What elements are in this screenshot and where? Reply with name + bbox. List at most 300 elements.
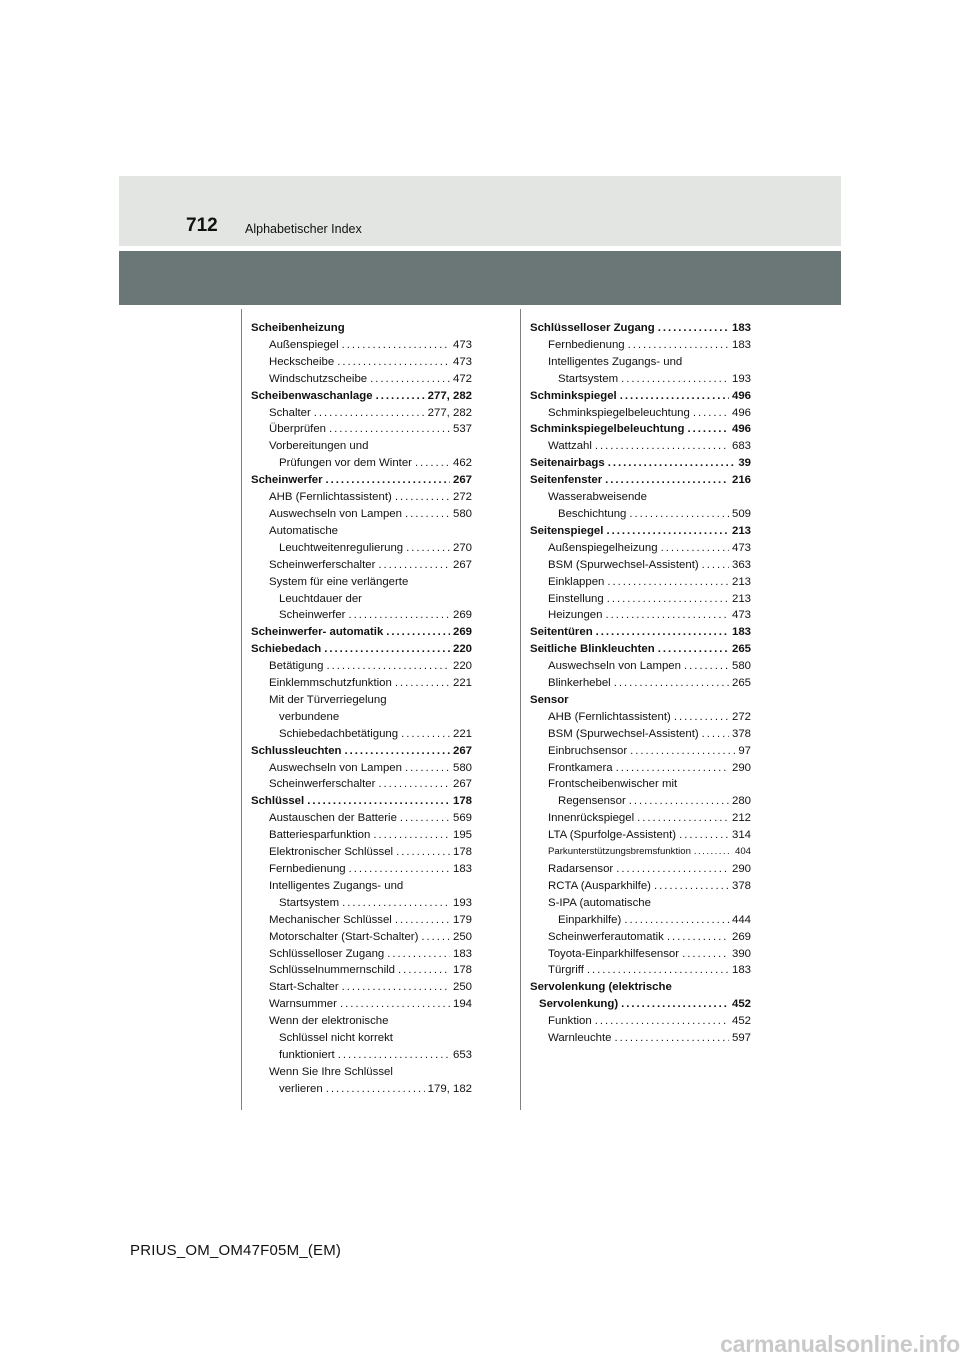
index-page-ref: 580 xyxy=(731,660,751,673)
page-number: 712 xyxy=(186,215,218,236)
index-entry-text: Schlüssel xyxy=(251,795,305,808)
index-subentry xyxy=(251,844,472,861)
index-entry-text: Schalter xyxy=(269,406,311,419)
column-divider-left xyxy=(241,309,242,1110)
index-subentry xyxy=(530,709,751,726)
index-page-ref: 473 xyxy=(731,609,751,622)
index-page-ref: 221 xyxy=(452,727,472,740)
index-page-ref: 267 xyxy=(452,474,472,487)
header-band xyxy=(119,176,841,246)
index-subentry xyxy=(251,912,472,929)
index-entry-text: Automatische xyxy=(269,524,339,537)
index-entry-text: Seitenairbags xyxy=(530,457,605,470)
index-subentry xyxy=(251,405,472,422)
index-page-ref: 272 xyxy=(731,710,751,723)
index-page-ref: 183 xyxy=(731,964,751,977)
index-page-ref: 213 xyxy=(731,524,751,537)
index-entry-text: Servolenkung (elektrische xyxy=(530,981,672,994)
dot-leader xyxy=(614,675,729,692)
index-page-ref: 221 xyxy=(452,677,472,690)
index-entry-text: Fernbedienung xyxy=(269,863,346,875)
index-entry-text: Schiebedachbetätigung xyxy=(279,727,399,740)
dot-leader xyxy=(661,540,729,557)
index-entry-text: Frontkamera xyxy=(548,761,613,774)
index-entry-text: Seitenfenster xyxy=(530,474,603,487)
index-entry-text: Auswechseln von Lampen xyxy=(269,761,402,774)
index-subentry xyxy=(530,776,751,793)
document-code: PRIUS_OM_OM47F05M_(EM) xyxy=(130,1242,342,1259)
index-column-left xyxy=(251,320,472,1098)
dot-leader xyxy=(370,371,450,388)
index-entry-text: Mit der Türverriegelung xyxy=(269,693,387,706)
dot-leader xyxy=(338,1047,450,1064)
index-page-ref: 580 xyxy=(452,507,472,520)
index-heading xyxy=(251,472,472,489)
index-entry-text: Radarsensor xyxy=(548,863,614,875)
index-page-ref: 267 xyxy=(452,744,472,757)
index-page-ref: 183 xyxy=(731,322,751,334)
index-subentry xyxy=(530,962,751,979)
index-page-ref: 473 xyxy=(452,338,472,351)
index-subentry xyxy=(251,810,472,827)
index-subentry xyxy=(251,540,472,557)
dot-leader xyxy=(637,810,729,827)
index-entry-text: Funktion xyxy=(548,1015,592,1028)
index-subentry xyxy=(251,421,472,438)
index-heading xyxy=(251,624,472,641)
index-entry-text: Heizungen xyxy=(548,609,603,622)
index-heading xyxy=(251,743,472,760)
index-entry-text: Regensensor xyxy=(558,795,626,808)
dot-leader xyxy=(326,472,450,489)
index-entry-text: funktioniert xyxy=(279,1048,335,1061)
index-entry-text: Schminkspiegelbeleuchtung xyxy=(530,423,685,436)
index-page-ref: 183 xyxy=(452,863,472,875)
index-subentry xyxy=(530,591,751,608)
dot-leader xyxy=(398,962,450,979)
index-subentry xyxy=(251,455,472,472)
index-subentry xyxy=(530,658,751,675)
index-heading xyxy=(530,421,751,438)
index-entry-text: Austauschen der Batterie xyxy=(269,812,397,825)
index-heading xyxy=(530,388,751,405)
index-entry-text: Einklappen xyxy=(548,575,605,588)
dot-leader xyxy=(326,658,450,675)
dot-leader xyxy=(628,337,729,354)
dot-leader xyxy=(349,861,450,878)
index-subentry xyxy=(251,574,472,591)
index-subentry xyxy=(251,979,472,996)
index-subentry xyxy=(251,946,472,963)
index-page-ref: 39 xyxy=(738,457,751,470)
index-subentry xyxy=(251,489,472,506)
index-heading xyxy=(530,523,751,540)
index-subentry xyxy=(251,1013,472,1030)
index-page-ref: 178 xyxy=(452,964,472,977)
index-page-ref: 452 xyxy=(731,998,751,1011)
index-subentry xyxy=(530,354,751,371)
index-entry-text: Fernbedienung xyxy=(548,338,625,351)
index-subentry xyxy=(530,1013,751,1030)
index-entry-text: Intelligentes Zugangs- und xyxy=(269,879,404,892)
dot-leader xyxy=(702,557,729,574)
dot-leader xyxy=(342,895,450,912)
index-entry-text: Schminkspiegelbeleuchtung xyxy=(548,406,690,419)
index-page-ref: 290 xyxy=(731,863,751,875)
column-divider-middle xyxy=(520,309,521,1110)
index-entry-text: Heckscheibe xyxy=(269,355,335,368)
dot-leader xyxy=(630,743,735,760)
index-entry-text: verbundene xyxy=(279,710,340,723)
dot-leader xyxy=(629,506,729,523)
index-subentry xyxy=(251,895,472,912)
index-page-ref: 267 xyxy=(452,558,472,571)
dot-leader xyxy=(658,641,729,658)
index-heading xyxy=(251,320,472,337)
index-subentry xyxy=(530,912,751,929)
index-entry-text: Wenn Sie Ihre Schlüssel xyxy=(269,1065,393,1078)
index-entry-text: Motorschalter (Start-Schalter) xyxy=(269,930,419,943)
index-subentry xyxy=(530,929,751,946)
index-page-ref: 444 xyxy=(731,913,751,926)
index-subentry xyxy=(530,506,751,523)
dot-leader xyxy=(605,607,729,624)
index-page-ref: 472 xyxy=(452,372,472,385)
dot-leader xyxy=(629,793,729,810)
index-entry-text: Beschichtung xyxy=(558,507,627,520)
dot-leader xyxy=(337,354,450,371)
index-page-ref: 216 xyxy=(731,474,751,487)
index-page-ref: 194 xyxy=(452,998,472,1011)
index-subentry xyxy=(251,1030,472,1047)
index-page-ref: 277, 282 xyxy=(427,406,472,419)
index-entry-text: Mechanischer Schlüssel xyxy=(269,913,392,926)
index-entry-text: Türgriff xyxy=(548,964,584,977)
index-subentry xyxy=(530,438,751,455)
index-entry-text: Scheibenwaschanlage xyxy=(251,389,373,402)
index-page-ref: 473 xyxy=(731,541,751,554)
index-entry-text: S-IPA (automatische xyxy=(548,896,651,909)
index-subentry xyxy=(530,878,751,895)
index-subentry xyxy=(530,726,751,743)
index-entry-text: Schlüsselloser Zugang xyxy=(269,947,385,960)
index-page-ref: 390 xyxy=(731,947,751,960)
index-page-ref: 378 xyxy=(731,879,751,892)
index-entry-text: Wattzahl xyxy=(548,440,592,453)
dot-leader xyxy=(421,929,450,946)
dot-leader xyxy=(607,574,729,591)
chapter-band xyxy=(119,251,841,305)
index-page-ref: 452 xyxy=(731,1015,751,1028)
dot-leader xyxy=(340,996,450,1013)
index-entry-text: Wenn der elektronische xyxy=(269,1015,389,1028)
index-page-ref: 569 xyxy=(452,812,472,825)
index-page-ref: 270 xyxy=(452,541,472,554)
dot-leader xyxy=(654,878,729,895)
index-subentry xyxy=(251,1047,472,1064)
dot-leader xyxy=(396,844,450,861)
index-entry-text: Batteriesparfunktion xyxy=(269,829,371,842)
index-subentry xyxy=(251,709,472,726)
index-subentry xyxy=(251,827,472,844)
index-entry-text: Warnleuchte xyxy=(548,1032,612,1045)
dot-leader xyxy=(616,760,729,777)
index-page-ref: 212 xyxy=(731,812,751,825)
index-heading xyxy=(530,320,751,337)
index-entry-text: Sensor xyxy=(530,693,569,706)
index-page-ref: 462 xyxy=(452,457,472,470)
index-page-ref: 653 xyxy=(452,1048,472,1061)
index-subentry xyxy=(530,810,751,827)
index-subentry xyxy=(530,946,751,963)
index-subentry xyxy=(530,827,751,844)
dot-leader xyxy=(694,844,732,861)
index-entry-text: AHB (Fernlichtassistent) xyxy=(548,710,671,723)
index-page-ref: 213 xyxy=(731,592,751,605)
index-heading xyxy=(530,455,751,472)
index-page-ref: 269 xyxy=(731,930,751,943)
index-subentry xyxy=(251,506,472,523)
dot-leader xyxy=(621,996,729,1013)
index-entry-text: Start-Schalter xyxy=(269,981,339,994)
index-entry-text: Seitenspiegel xyxy=(530,524,604,537)
index-subentry xyxy=(251,861,472,878)
index-page-ref: 213 xyxy=(731,575,751,588)
index-entry-text: Auswechseln von Lampen xyxy=(269,507,402,520)
index-entry-text: Außenspiegel xyxy=(269,338,339,351)
index-entry-text: BSM (Spurwechsel-Assistent) xyxy=(548,558,699,571)
index-entry-text: Scheinwerfer xyxy=(279,609,346,622)
dot-leader xyxy=(342,337,450,354)
index-subentry xyxy=(530,405,751,422)
index-subentry xyxy=(251,996,472,1013)
index-subentry xyxy=(251,658,472,675)
index-subentry xyxy=(251,1064,472,1081)
index-page-ref: 363 xyxy=(731,558,751,571)
index-column-right xyxy=(530,320,751,1047)
index-heading xyxy=(251,641,472,658)
index-page-ref: 183 xyxy=(731,626,751,639)
index-entry-text: Elektronischer Schlüssel xyxy=(269,846,394,859)
index-page-ref: 220 xyxy=(452,643,472,656)
index-page-ref: 269 xyxy=(452,626,472,639)
index-entry-text: RCTA (Ausparkhilfe) xyxy=(548,879,651,892)
dot-leader xyxy=(395,912,450,929)
index-heading xyxy=(251,793,472,810)
index-entry-text: Startsystem xyxy=(279,896,340,909)
index-heading xyxy=(251,388,472,405)
dot-leader xyxy=(587,962,729,979)
index-entry-text: Schiebedach xyxy=(251,643,322,656)
dot-leader xyxy=(608,455,736,472)
dot-leader xyxy=(693,405,729,422)
index-page-ref: 265 xyxy=(731,677,751,690)
index-entry-text: Seitliche Blinkleuchten xyxy=(530,643,655,656)
index-subentry xyxy=(530,371,751,388)
dot-leader xyxy=(373,827,450,844)
section-title: Alphabetischer Index xyxy=(245,222,362,236)
index-heading xyxy=(530,624,751,641)
dot-leader xyxy=(615,1030,729,1047)
dot-leader xyxy=(400,810,450,827)
dot-leader xyxy=(342,979,450,996)
index-entry-text: Überprüfen xyxy=(269,423,326,436)
index-subentry xyxy=(530,760,751,777)
index-entry-text: Einstellung xyxy=(548,592,604,605)
index-entry-text: LTA (Spurfolge-Assistent) xyxy=(548,829,677,842)
index-page-ref: 179, 182 xyxy=(427,1082,472,1095)
index-subentry xyxy=(251,962,472,979)
index-subentry xyxy=(251,438,472,455)
dot-leader xyxy=(405,760,450,777)
dot-leader xyxy=(415,455,450,472)
index-page-ref: 193 xyxy=(731,372,751,385)
index-subentry xyxy=(530,557,751,574)
dot-leader xyxy=(684,658,729,675)
dot-leader xyxy=(324,641,450,658)
index-heading xyxy=(530,472,751,489)
index-entry-text: Servolenkung) xyxy=(539,998,619,1011)
index-entry-text: Schlüssel nicht korrekt xyxy=(279,1032,393,1045)
index-heading xyxy=(530,692,751,709)
index-entry-text: Schlüsselloser Zugang xyxy=(530,322,655,334)
dot-leader xyxy=(406,540,450,557)
index-entry-text: System für eine verlängerte xyxy=(269,575,409,588)
index-page-ref: 269 xyxy=(452,609,472,622)
index-entry-text: Frontscheibenwischer mit xyxy=(548,778,678,791)
index-page-ref: 265 xyxy=(731,643,751,656)
dot-leader xyxy=(607,591,729,608)
index-entry-text: Einklemmschutzfunktion xyxy=(269,677,392,690)
index-page-ref: 404 xyxy=(734,846,751,858)
index-entry-text: Leuchtweitenregulierung xyxy=(279,541,404,554)
index-entry-text: Einbruchsensor xyxy=(548,744,628,757)
index-entry-text: Einparkhilfe) xyxy=(558,913,622,926)
dot-leader xyxy=(624,912,729,929)
dot-leader xyxy=(395,675,450,692)
dot-leader xyxy=(674,709,729,726)
index-page-ref: 683 xyxy=(731,440,751,453)
index-page-ref: 178 xyxy=(452,795,472,808)
index-subentry xyxy=(530,675,751,692)
index-subentry xyxy=(530,895,751,912)
index-entry-text: Warnsummer xyxy=(269,998,337,1011)
index-entry-text: Scheinwerferschalter xyxy=(269,558,376,571)
index-entry-text: Schlussleuchten xyxy=(251,744,342,757)
index-page-ref: 473 xyxy=(452,355,472,368)
index-page-ref: 580 xyxy=(452,761,472,774)
dot-leader xyxy=(595,438,729,455)
index-subentry xyxy=(530,607,751,624)
index-page-ref: 496 xyxy=(731,406,751,419)
dot-leader xyxy=(345,743,450,760)
index-page-ref: 378 xyxy=(731,727,751,740)
index-subentry xyxy=(251,776,472,793)
dot-leader xyxy=(682,946,729,963)
dot-leader xyxy=(667,929,729,946)
index-subentry xyxy=(530,574,751,591)
index-page-ref: 183 xyxy=(452,947,472,960)
dot-leader xyxy=(387,946,450,963)
dot-leader xyxy=(621,371,729,388)
index-entry-text: Intelligentes Zugangs- und xyxy=(548,355,683,368)
dot-leader xyxy=(401,726,450,743)
dot-leader xyxy=(595,1013,729,1030)
index-subentry xyxy=(251,337,472,354)
index-subentry xyxy=(530,743,751,760)
index-entry-text: Seitentüren xyxy=(530,626,593,639)
index-subentry xyxy=(530,540,751,557)
index-entry-text: Startsystem xyxy=(558,372,619,385)
index-subentry xyxy=(251,371,472,388)
index-page-ref: 509 xyxy=(731,507,751,520)
index-subentry xyxy=(530,844,751,861)
index-entry-text: Blinkerhebel xyxy=(548,677,611,690)
index-entry-text: Schminkspiegel xyxy=(530,389,617,402)
index-subentry xyxy=(251,878,472,895)
index-entry-text: Scheinwerferautomatik xyxy=(548,930,664,943)
index-page-ref: 597 xyxy=(731,1032,751,1045)
index-page-ref: 250 xyxy=(452,981,472,994)
index-subentry xyxy=(530,337,751,354)
index-page-ref: 496 xyxy=(731,389,751,402)
index-page-ref: 220 xyxy=(452,660,472,673)
index-entry-text: Betätigung xyxy=(269,660,324,673)
index-page-ref: 496 xyxy=(731,423,751,436)
index-entry-text: Prüfungen vor dem Winter xyxy=(279,457,412,470)
index-entry-text: Parkunterstützungsbremsfunktion xyxy=(548,846,691,858)
index-subentry xyxy=(251,607,472,624)
index-subentry xyxy=(251,692,472,709)
index-page-ref: 183 xyxy=(731,338,751,351)
index-subentry xyxy=(530,1030,751,1047)
dot-leader xyxy=(702,726,729,743)
index-entry-text: Windschutzscheibe xyxy=(269,372,368,385)
index-entry-text: Leuchtdauer der xyxy=(279,592,362,605)
index-entry-text: Vorbereitungen und xyxy=(269,440,369,453)
dot-leader xyxy=(596,624,729,641)
dot-leader xyxy=(314,405,425,422)
index-entry-text: BSM (Spurwechsel-Assistent) xyxy=(548,727,699,740)
index-page-ref: 267 xyxy=(452,778,472,791)
index-page-ref: 97 xyxy=(738,744,751,757)
index-page-ref: 195 xyxy=(452,829,472,842)
index-subentry xyxy=(530,861,751,878)
index-subentry xyxy=(251,726,472,743)
index-page-ref: 537 xyxy=(452,423,472,436)
dot-leader xyxy=(679,827,729,844)
index-entry-text: Schlüsselnummernschild xyxy=(269,964,395,977)
index-entry-text: Toyota-Einparkhilfesensor xyxy=(548,947,680,960)
index-page-ref: 272 xyxy=(452,491,472,504)
index-subentry xyxy=(251,760,472,777)
dot-leader xyxy=(405,506,450,523)
index-page-ref: 178 xyxy=(452,846,472,859)
dot-leader xyxy=(620,388,729,405)
index-subentry xyxy=(251,591,472,608)
dot-leader xyxy=(326,1081,425,1098)
dot-leader xyxy=(616,861,729,878)
index-entry-text: Wasserabweisende xyxy=(548,491,647,504)
index-entry-text: Auswechseln von Lampen xyxy=(548,660,681,673)
index-subentry xyxy=(251,929,472,946)
index-entry-text: Scheinwerferschalter xyxy=(269,778,376,791)
index-subentry xyxy=(530,793,751,810)
dot-leader xyxy=(687,421,729,438)
index-subentry xyxy=(251,523,472,540)
index-entry-text: verlieren xyxy=(279,1082,323,1095)
index-subentry xyxy=(251,1081,472,1098)
